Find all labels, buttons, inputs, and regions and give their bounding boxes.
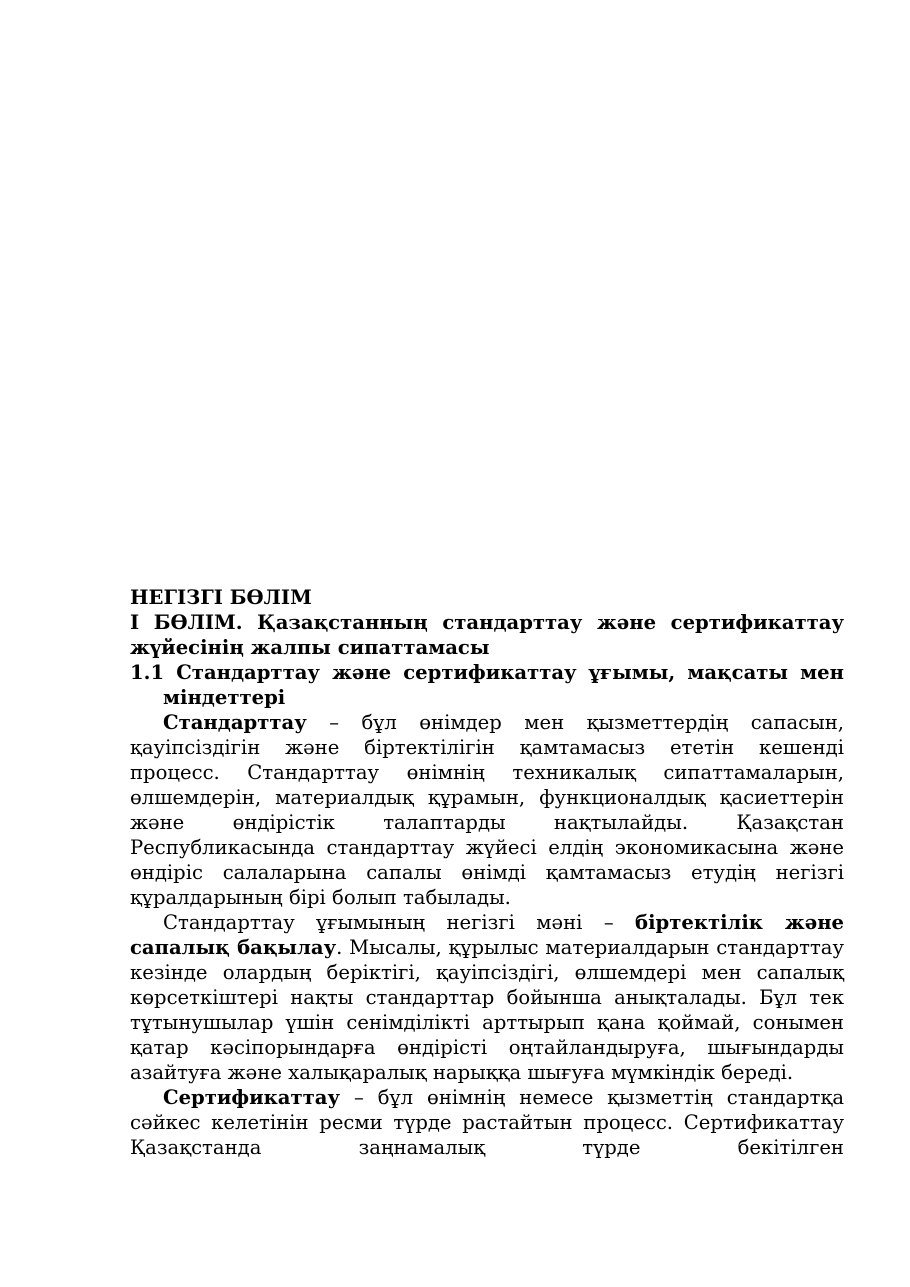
paragraph-text-after: . Мысалы, құрылыс материалдарын стандарттау кезінде олардың беріктігі, қауіпсіздігі, өлшемдері мен сапалық көрсеткіштері нақты стандарттар бойынша анықталады. Бұл тек тұтынушылар үшін сенімділікті арттырып қана қоймай, сонымен қатар кәсіпорындарға өндірісті оңтайландыруға, шығындарды азайтуға және халықаралық нарыққа шығуға мүмкіндік береді. <box>130 936 844 1084</box>
paragraph-text: – бұл өнімдер мен қызметтердің сапасын, қауіпсіздігін және біртектілігін қамтамасыз ететін кешенді процесс. Стандарттау өнімнің техникалық сипаттамаларын, өлшемдерін, материалдық құрамын, функционалдық қасиеттерін және өндірістік талаптарды нақтылайды. Қазақстан Республикасында стандарттау жүйесі елдің экономикасына және өндіріс салаларына сапалы өнімді қамтамасыз етудің негізгі құралдарының бірі болып табылады. <box>130 711 844 909</box>
paragraph-standardization-definition <box>130 710 844 910</box>
paragraph-certification-definition <box>130 1085 844 1160</box>
paragraph-standardization-meaning <box>130 910 844 1085</box>
paragraph-text: – бұл өнімнің немесе қызметтің стандартқа сәйкес келетінін ресми түрде растайтын процесс. Сертификаттау Қазақстанда заңнамалық түрде бекітілген <box>130 1086 844 1159</box>
main-heading: НЕГІЗГІ БӨЛІМ <box>130 586 312 609</box>
term-standardization: Стандарттау <box>163 711 307 734</box>
part-heading: I БӨЛІМ. Қазақстанның стандарттау және сертификаттау жүйесінің жалпы сипаттамасы <box>130 611 844 659</box>
paragraph-text-before: Стандарттау ұғымының негізгі мәні – <box>163 911 635 934</box>
section-heading: 1.1 Стандарттау және сертификаттау ұғымы, мақсаты мен міндеттері <box>130 661 844 709</box>
emphasis-uniformity-quality-control: біртектілік және сапалық бақылау <box>130 911 844 959</box>
document-body <box>130 585 844 1160</box>
term-certification: Сертификаттау <box>163 1086 341 1109</box>
